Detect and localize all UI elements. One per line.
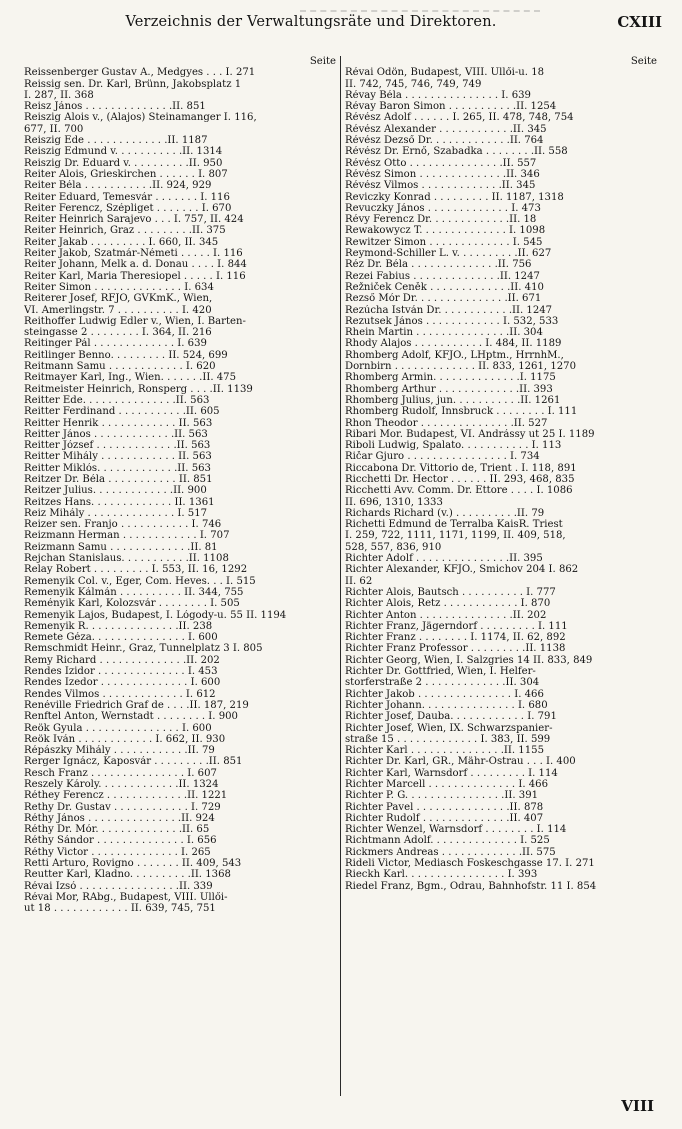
index-entry: Révész Alexander . . . . . . . . . . . .II. 345 <box>345 123 547 135</box>
index-entry: Rendes Izidor . . . . . . . . . . . . . . I. 453 <box>24 666 218 678</box>
index-entry: Reiter Eduard, Temesvár . . . . . . . I. 116 <box>24 191 230 203</box>
index-entry: Reményik Karl, Kolozsvár . . . . . . . . I. 505 <box>24 598 240 610</box>
index-entry: VI. Amerlingstr. 7 . . . . . . . . . . I. 420 <box>24 304 212 316</box>
index-entry: Richter Alois, Bautsch . . . . . . . . . . I. 777 <box>345 586 556 598</box>
index-entry: Reitmann Samu . . . . . . . . . . . . I. 620 <box>24 361 216 373</box>
index-entry: Rhon Theodor . . . . . . . . . . . . . . .II. 527 <box>345 417 548 429</box>
index-entry: Reiter Heinrich Sarajevo . . . I. 757, II. 424 <box>24 214 244 226</box>
index-entry: steingasse 2 . . . . . . . . I. 364, II. 216 <box>24 327 212 339</box>
index-entry: Rieckh Karl. . . . . . . . . . . . . . . . I. 393 <box>345 869 538 881</box>
index-entry: Richetti Edmund de Terralba KaisR. Triest <box>345 519 563 531</box>
index-entry: Reiter Béla . . . . . . . . . . .II. 924, 929 <box>24 180 212 192</box>
index-entry: Rezső Mór Dr. . . . . . . . . . . . . . .II. 671 <box>345 293 542 305</box>
index-entry: Rejchan Stanislaus. . . . . . . . . . .II. 1108 <box>24 553 229 565</box>
index-entry: Remenyik Lajos, Budapest, I. Lógody-u. 55 II. 1194 <box>24 609 287 621</box>
index-entry: Reizmann Herman . . . . . . . . . . . . I. 707 <box>24 530 230 542</box>
index-entry: Révay Béla . . . . . . . . . . . . . . . I. 639 <box>345 89 531 101</box>
index-entry: Rezei Fabius . . . . . . . . . . . . . .II. 1247 <box>345 270 540 282</box>
index-entry: Renftel Anton, Wernstadt . . . . . . . . I. 900 <box>24 711 238 723</box>
column-heading-seite: Seite <box>630 56 657 67</box>
index-entry: Réthey Ferencz . . . . . . . . . . . . .II. 1221 <box>24 790 228 802</box>
index-entry: Richter P. G. . . . . . . . . . . . . . . .II. 391 <box>345 790 539 802</box>
index-entry: II. 742, 745, 746, 749, 749 <box>345 78 482 90</box>
index-entry: Richards Richard (v.) . . . . . . . . . .II. 79 <box>345 507 545 519</box>
index-entry: Révai Izsó . . . . . . . . . . . . . . . .II. 339 <box>24 880 213 892</box>
index-entry: Révész Simon . . . . . . . . . . . . . .II. 346 <box>345 168 540 180</box>
index-entry: Režniček Čeněk . . . . . . . . . . . . .II. 410 <box>345 281 544 293</box>
index-entry: Reiterer Josef, RFJO, GVKmK., Wien, <box>24 293 213 305</box>
index-entry: Reiter Karl, Maria Theresiopel . . . . . I. 116 <box>24 270 246 282</box>
column-heading-seite: Seite <box>309 56 336 67</box>
index-entry: Richter Karl, Warnsdorf . . . . . . . . . I. 114 <box>345 767 558 779</box>
page-number: CXIII <box>617 13 662 31</box>
index-entry: Reithoffer Ludwig Edler v., Wien, I. Barten- <box>24 315 246 327</box>
index-entry: Reizer sen. Franjo . . . . . . . . . . . I. 746 <box>24 519 222 531</box>
page-header <box>20 8 662 36</box>
index-entry: Rhody Alajos . . . . . . . . . . . I. 484, II. 1189 <box>345 338 562 350</box>
index-entry: Reök Gyula . . . . . . . . . . . . . . . I. 600 <box>24 722 212 734</box>
index-entry: Richtmann Adolf. . . . . . . . . . . . . . I. 525 <box>345 835 550 847</box>
index-entry: straße 15 . . . . . . . . . . . . . I. 383, II. 599 <box>345 733 551 745</box>
index-entry: Répászky Mihály . . . . . . . . . . . .II. 79 <box>24 745 215 757</box>
index-entry: Richter Josef, Dauba. . . . . . . . . . . . I. 791 <box>345 711 557 723</box>
index-entry: 677, II. 700 <box>24 123 84 135</box>
index-entry: Reiter Alois, Grieskirchen . . . . . . I. 807 <box>24 168 228 180</box>
index-entry: Renéville Friedrich Graf de . . . .II. 187, 219 <box>24 699 249 711</box>
right-column <box>341 56 661 1096</box>
index-entry: Rhomberg Rudolf, Innsbruck . . . . . . . . I. 111 <box>345 406 578 418</box>
index-entry: Remete Géza. . . . . . . . . . . . . . . I. 600 <box>24 632 218 644</box>
index-entry: Rhein Martin . . . . . . . . . . . . . . .II. 304 <box>345 327 543 339</box>
index-entry: Révész Dezső Dr. . . . . . . . . . . . .II. 764 <box>345 135 544 147</box>
index-entry: Rewitzer Simon . . . . . . . . . . . . . I. 545 <box>345 236 543 248</box>
index-entry: Rewakowycz T. . . . . . . . . . . . . . I. 1098 <box>345 225 546 237</box>
index-entry: Reitter Ede. . . . . . . . . . . . . . .II. 563 <box>24 394 210 406</box>
index-entry: Richter Franz, Jägerndorf . . . . . . . . . I. 111 <box>345 620 568 632</box>
index-entry: Rendes Vilmos . . . . . . . . . . . . . I. 612 <box>24 688 216 700</box>
index-entry: Reisz János . . . . . . . . . . . . . .II. 851 <box>24 101 206 113</box>
index-entry: Remenyik Col. v., Eger, Com. Heves. . . I. 515 <box>24 575 256 587</box>
index-entry: Ricchetti Avv. Comm. Dr. Ettore . . . . I. 1086 <box>345 485 573 497</box>
index-entry: Révy Ferencz Dr. . . . . . . . . . . . .II. 18 <box>345 214 537 226</box>
index-entry: Rhomberg Armin. . . . . . . . . . . . . .I. 1175 <box>345 372 556 384</box>
index-entry: Riboli Ludwig, Spalato. . . . . . . . . . . I. 113 <box>345 440 562 452</box>
index-entry: Reutter Karl, Kladno. . . . . . . . . .II. 1368 <box>24 869 231 881</box>
index-entry: Reitter Henrik . . . . . . . . . . . . II. 563 <box>24 417 213 429</box>
index-entry: Rickmers Andreas . . . . . . . . . . . . .II. 575 <box>345 846 556 858</box>
index-entry: Réthy Victor . . . . . . . . . . . . . . I. 265 <box>24 846 211 858</box>
index-entry: Richter Jakob . . . . . . . . . . . . . . . I. 466 <box>345 688 544 700</box>
index-entry: Rezutsek János . . . . . . . . . . . . I. 532, 533 <box>345 315 559 327</box>
index-entry: Réthy János . . . . . . . . . . . . . . .II. 924 <box>24 812 215 824</box>
index-entry: Rideli Victor, Mediasch Foskeschgasse 17. I. 271 <box>345 858 595 870</box>
index-entry: Reszely Károly. . . . . . . . . . . . .II. 1324 <box>24 779 219 790</box>
index-entry: Reiszig Ede . . . . . . . . . . . . .II. 1187 <box>24 135 208 147</box>
index-entry: Reiter Simon . . . . . . . . . . . . . . I. 634 <box>24 281 214 293</box>
index-entry: Richter Alexander, KFJO., Smichov 204 I. 862 <box>345 564 579 576</box>
index-entry: Révész Otto . . . . . . . . . . . . . . .II. 557 <box>345 157 537 169</box>
index-entry: Remenyik Kálmán . . . . . . . . . . II. 344, 755 <box>24 586 244 598</box>
index-entry: storferstraße 2 . . . . . . . . . . . . .II. 304 <box>345 677 540 689</box>
index-entry: Reitter Mihály . . . . . . . . . . . . II. 563 <box>24 451 212 463</box>
index-entry: Reiszig Alois v., (Alajos) Steinamanger I. 116, <box>24 112 257 124</box>
index-entry: Rendes Izedor . . . . . . . . . . . . . . I. 600 <box>24 677 221 689</box>
index-entry: Reiszig Edmund v. . . . . . . . . . .II. 1314 <box>24 146 223 158</box>
index-entry: Reiter Jakab . . . . . . . . . I. 660, II. 345 <box>24 236 219 248</box>
index-entry: Richter Rudolf . . . . . . . . . . . . . .II. 407 <box>345 812 544 824</box>
index-entry: Ribari Mor. Budapest, VI. Andrássy ut 25 I. 1189 <box>345 428 595 440</box>
index-entry: Retti Arturo, Rovigno . . . . . . . II. 409, 543 <box>24 858 242 870</box>
index-entry: Riedel Franz, Bgm., Odrau, Bahnhofstr. 11 I. 854 <box>345 880 597 892</box>
index-entry: Reitter József . . . . . . . . . . . . .II. 563 <box>24 440 211 452</box>
index-entry: Reök Iván . . . . . . . . . . . . I. 662, II. 930 <box>24 733 226 745</box>
index-entry: Reitter Miklós. . . . . . . . . . . . .II. 563 <box>24 462 211 474</box>
index-entry: II. 62 <box>345 575 373 587</box>
index-entry: I. 287, II. 368 <box>24 89 94 101</box>
index-entry: Richter Johann. . . . . . . . . . . . . . . I. 680 <box>345 699 548 711</box>
index-entry: Reymond-Schiller L. v. . . . . . . . . .II. 627 <box>345 248 552 260</box>
index-entry: Richter Franz Professor . . . . . . . . .II. 1138 <box>345 643 566 655</box>
index-entry: Reitmayer Karl, Ing., Wien. . . . . . .II. 475 <box>24 372 237 384</box>
index-entry: Reiter Ferencz, Szépliget . . . . . . . I. 670 <box>24 202 232 214</box>
index-entry: Rhomberg Julius, jun. . . . . . . . . . .II. 1261 <box>345 394 561 406</box>
index-entry: Reiter Heinrich, Graz . . . . . . . . .II. 375 <box>24 225 226 237</box>
index-entry: Reiter Johann, Melk a. d. Donau . . . . I. 844 <box>24 259 247 271</box>
index-entry: I. 259, 722, 1111, 1171, 1199, II. 409, 518, <box>345 530 566 542</box>
index-entry: Réz Dr. Béla . . . . . . . . . . . . . .II. 756 <box>345 259 532 271</box>
index-entry: Reviczky Konrad . . . . . . . . . II. 1187, 1318 <box>345 191 564 203</box>
index-entry: Reizmann Samu . . . . . . . . . . . . .II. 81 <box>24 541 218 553</box>
index-entry: Richter Dr. Gottfried, Wien, I. Helfer- <box>345 666 536 678</box>
index-entry: Richter Marcell . . . . . . . . . . . . . . I. 466 <box>345 779 549 790</box>
index-entry: Reitzer Julius. . . . . . . . . . . . .II. 900 <box>24 485 207 497</box>
index-entry: Rhomberg Arthur . . . . . . . . . . . . .II. 393 <box>345 383 553 395</box>
index-entry: Remschmidt Heinr., Graz, Tunnelplatz 3 I. 805 <box>24 643 263 655</box>
index-entry: Reissig sen. Dr. Karl, Brünn, Jakobsplatz 1 <box>24 78 242 90</box>
left-column <box>20 56 340 1096</box>
index-entry: Rezúcha István Dr. . . . . . . . . . . .II. 1247 <box>345 304 553 316</box>
index-entry: Reitlinger Benno. . . . . . . . . II. 524, 699 <box>24 349 228 361</box>
index-entry: Révai Ödön, Budapest, VIII. Üllői-u. 18 <box>345 67 545 79</box>
index-entry: Révész Vilmos . . . . . . . . . . . . .II. 345 <box>345 180 536 192</box>
index-entry: Révay Baron Simon . . . . . . . . . . .II. 1254 <box>345 101 557 113</box>
index-entry: Réthy Sándor . . . . . . . . . . . . . . I. 656 <box>24 835 217 847</box>
index-entry: ut 18 . . . . . . . . . . . . II. 639, 745, 751 <box>24 903 216 915</box>
index-entry: Révai Mor, RÁbg., Budapest, VIII. Üllői- <box>24 891 228 903</box>
index-entry: Reissenberger Gustav A., Medgyes . . . I. 271 <box>24 67 256 79</box>
index-entry: Reitzes Hans. . . . . . . . . . . . . II. 1361 <box>24 496 215 508</box>
index-entry: Reiz Mihály . . . . . . . . . . . . . . I. 517 <box>24 507 208 519</box>
index-entry: Riccabona Dr. Vittorio de, Trient . I. 118, 891 <box>345 462 577 474</box>
index-entry: Reiszig Dr. Eduard v. . . . . . . . . .II. 950 <box>24 157 223 169</box>
index-entry: Richter Alois, Retz . . . . . . . . . . . . I. 870 <box>345 598 551 610</box>
index-entry: Richter Karl . . . . . . . . . . . . . . .II. 1155 <box>345 745 544 757</box>
index-entry: Resch Franz . . . . . . . . . . . . . . . I. 607 <box>24 767 217 779</box>
index-entry: Ričar Gjuro . . . . . . . . . . . . . . . . I. 734 <box>345 451 540 463</box>
index-entry: Réthy Dr. Mór. . . . . . . . . . . . . .II. 65 <box>24 824 210 836</box>
index-entry: Rethy Dr. Gustav . . . . . . . . . . . . I. 729 <box>24 801 221 813</box>
index-entry: Reitzer Dr. Béla . . . . . . . . . . . II. 851 <box>24 473 213 485</box>
index-entry: Reitmeister Heinrich, Ronsperg . . . .II. 1139 <box>24 383 253 395</box>
index-entry: Richter Josef, Wien, IX. Schwarzspanier- <box>345 722 553 734</box>
index-entry: Revuczky János . . . . . . . . . . . . . I. 473 <box>345 202 541 214</box>
index-entry: Rerger Ignácz, Kaposvár . . . . . . . . .II. 851 <box>24 756 243 768</box>
sheet-signature: VIII <box>621 1097 654 1115</box>
index-entry: Richter Franz . . . . . . . . I. 1174, II. 62, 892 <box>345 632 566 644</box>
index-entry: Reitter János . . . . . . . . . . . . .II. 563 <box>24 428 208 440</box>
index-entry: Richter Anton . . . . . . . . . . . . . . .II. 202 <box>345 609 547 621</box>
index-entry: Reiter Jakob, Szatmár-Németi . . . . . I. 116 <box>24 248 243 260</box>
index-entry: Rhomberg Adolf, KFJO., LHptm., HrrnhM., <box>345 349 564 361</box>
index-entry: 528, 557, 836, 910 <box>345 541 442 553</box>
index-entry: II. 696, 1310, 1333 <box>345 496 443 508</box>
index-entry: Richter Dr. Karl, GR., Mähr-Ostrau . . . I. 400 <box>345 756 576 768</box>
index-entry: Richter Adolf . . . . . . . . . . . . . . .II. 395 <box>345 553 543 565</box>
index-entry: Reitinger Pál . . . . . . . . . . . . . I. 639 <box>24 338 207 350</box>
index-entry: Remy Richard . . . . . . . . . . . . . .II. 202 <box>24 654 220 666</box>
index-entry: Reitter Ferdinand . . . . . . . . . . .II. 605 <box>24 406 220 418</box>
index-entry: Relay Robert . . . . . . . . . I. 553, II. 16, 1292 <box>24 564 248 576</box>
index-entry: Révész Dr. Ernő, Szabadka . . . . . . . .II. 558 <box>345 146 568 158</box>
index-columns <box>20 56 662 1096</box>
page-title: Verzeichnis der Verwaltungsräte und Direktoren. <box>125 14 497 30</box>
index-entry: Dornbirn . . . . . . . . . . . . . II. 833, 1261, 1270 <box>345 361 577 373</box>
index-entry: Richter Georg, Wien, I. Salzgries 14 II. 833, 849 <box>345 654 593 666</box>
index-entry: Richter Wenzel, Warnsdorf . . . . . . . . I. 114 <box>345 824 567 836</box>
index-entry: Richter Pavel . . . . . . . . . . . . . . .II. 878 <box>345 801 544 813</box>
index-entry: Ricchetti Dr. Hector . . . . . . II. 293, 468, 835 <box>345 473 575 485</box>
index-entry: Révész Adolf . . . . . . I. 265, II. 478, 748, 754 <box>345 112 574 124</box>
index-entry: Remenyik R. . . . . . . . . . . . . . .II. 238 <box>24 620 213 632</box>
